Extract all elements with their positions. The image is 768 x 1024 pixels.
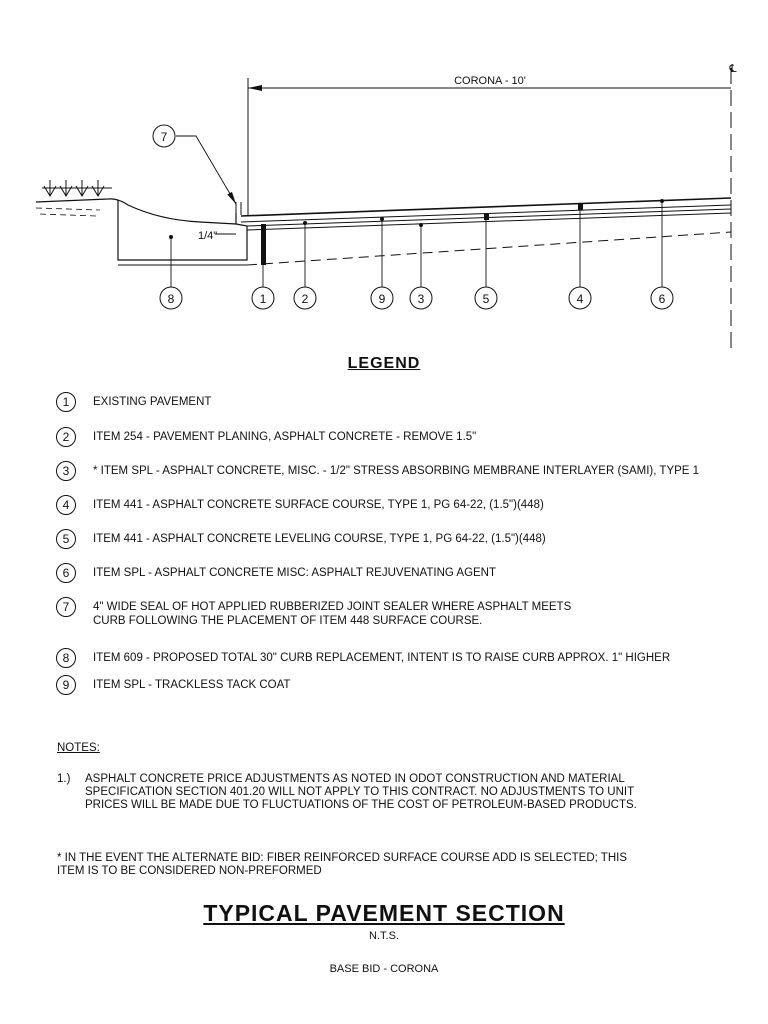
legend-number-9: 9 — [56, 675, 76, 695]
callout-2 — [294, 287, 316, 309]
legend-item-1 — [56, 395, 211, 412]
existing-pavement-edge — [261, 224, 266, 265]
legend-text-8: ITEM 609 - PROPOSED TOTAL 30" CURB REPLACEMENT, INTENT IS TO RAISE CURB APPROX. 1" HIGHER — [93, 652, 671, 664]
legend-number-5: 5 — [56, 529, 76, 549]
footnote: * IN THE EVENT THE ALTERNATE BID: FIBER REINFORCED SURFACE COURSE ADD IS SELECTED; THIS ITEM IS TO BE CONSIDERED NON-PREFORMED — [57, 852, 628, 877]
svg-text:8: 8 — [167, 292, 175, 306]
legend-number-1: 1 — [56, 392, 76, 412]
legend-text-3: * ITEM SPL - ASPHALT CONCRETE, MISC. - 1/2" STRESS ABSORBING MEMBRANE INTERLAYER (SAMI), TYPE 1 — [93, 465, 700, 477]
note-text: ASPHALT CONCRETE PRICE ADJUSTMENTS AS NOTED IN ODOT CONSTRUCTION AND MATERIAL SPECIFICATION SECTION 401.20 WILL NOT APPLY TO THIS CONTRACT. NO ADJUSTMENTS TO UNIT PRICES WILL BE MADE DUE TO FLUCTUATIONS OF THE COST OF PETROLEUM-BASED PRODUCTS. — [85, 773, 637, 811]
svg-text:7: 7 — [160, 130, 168, 144]
legend-text-2: ITEM 254 - PAVEMENT PLANING, ASPHALT CONCRETE - REMOVE 1.5" — [93, 431, 477, 443]
svg-text:6: 6 — [658, 292, 666, 306]
legend-text-1: EXISTING PAVEMENT — [93, 396, 212, 408]
callout-8 — [160, 287, 182, 309]
callout-9 — [371, 287, 393, 309]
svg-text:2: 2 — [301, 292, 309, 306]
legend-item-4 — [56, 498, 544, 515]
gap-label: 1/4" — [198, 230, 218, 242]
callout-4 — [569, 287, 591, 309]
svg-text:1: 1 — [259, 292, 267, 306]
leader-7 — [176, 136, 236, 204]
callout-5 — [475, 287, 497, 309]
scale-note: N.T.S. — [369, 930, 399, 942]
legend-text-5: ITEM 441 - ASPHALT CONCRETE LEVELING COURSE, TYPE 1, PG 64-22, (1.5")(448) — [93, 533, 546, 545]
legend-item-8 — [56, 651, 670, 668]
legend-text-6: ITEM SPL - ASPHALT CONCRETE MISC: ASPHALT REJUVENATING AGENT — [93, 567, 497, 579]
surface-marker — [578, 204, 583, 210]
legend-text-4: ITEM 441 - ASPHALT CONCRETE SURFACE COURSE, TYPE 1, PG 64-22, (1.5")(448) — [93, 499, 544, 511]
page-title: TYPICAL PAVEMENT SECTION — [203, 900, 565, 926]
leveling-marker — [484, 214, 489, 220]
legend-item-2 — [56, 430, 476, 447]
callout-3 — [410, 287, 432, 309]
ground-line — [36, 199, 236, 224]
legend-title: LEGEND — [347, 355, 421, 372]
callout-1 — [252, 287, 274, 309]
legend-text-9: ITEM SPL - TRACKLESS TACK COAT — [93, 679, 291, 691]
legend-item-9 — [56, 678, 290, 695]
legend-item-6 — [56, 566, 496, 583]
notes-title: NOTES: — [57, 742, 100, 754]
bid-label: BASE BID - CORONA — [329, 963, 439, 975]
dimension-label: CORONA - 10' — [454, 75, 526, 87]
legend-number-7: 7 — [56, 597, 76, 617]
grass-symbol — [42, 180, 112, 196]
callout-7 — [153, 125, 175, 147]
legend-item-7 — [56, 600, 571, 628]
legend-number-6: 6 — [56, 563, 76, 583]
note-1 — [57, 773, 665, 812]
legend-item-3 — [56, 464, 699, 481]
note-number: 1.) — [57, 773, 71, 785]
svg-text:5: 5 — [482, 292, 490, 306]
legend-number-4: 4 — [56, 495, 76, 515]
subgrade-line — [247, 232, 731, 265]
legend-number-8: 8 — [56, 648, 76, 668]
legend-number-2: 2 — [56, 427, 76, 447]
legend-item-5 — [56, 532, 546, 549]
legend-text-7: 4" WIDE SEAL OF HOT APPLIED RUBBERIZED JOINT SEALER WHERE ASPHALT MEETS CURB FOLLOWING THE PLACEMENT OF ITEM 448 SURFACE COURSE. — [93, 601, 572, 627]
callout-6 — [651, 287, 673, 309]
svg-text:9: 9 — [378, 292, 386, 306]
ground-hatch — [36, 208, 100, 216]
legend-number-3: 3 — [56, 461, 76, 481]
pavement-section-drawing — [0, 0, 768, 360]
centerline-symbol: ℄ — [729, 63, 737, 75]
svg-text:4: 4 — [576, 292, 584, 306]
svg-text:3: 3 — [417, 292, 425, 306]
